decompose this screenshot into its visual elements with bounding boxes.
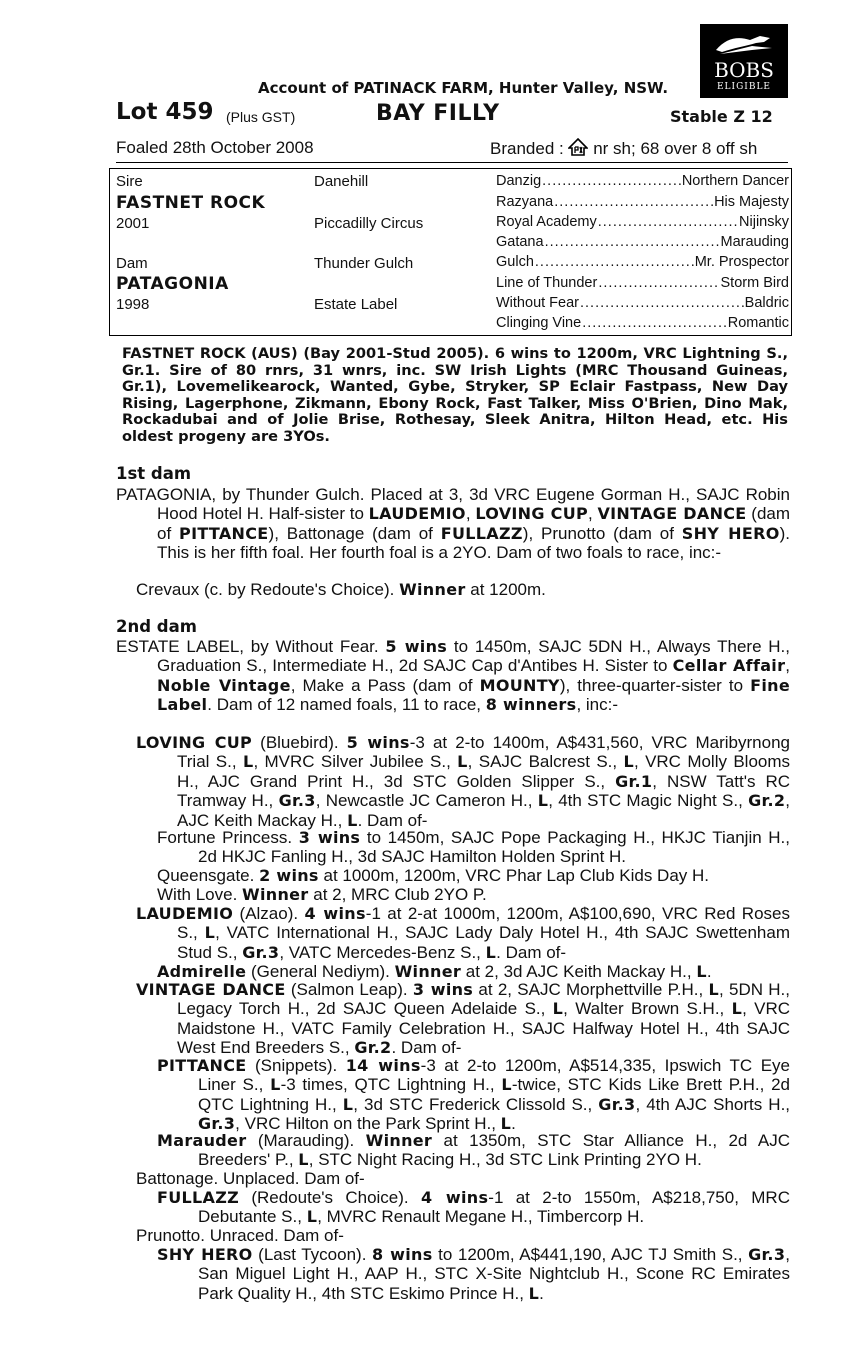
- progeny-laudemio: LAUDEMIO (Alzao). 4 wins-1 at 2-at 1000m, 1200m, A$100,690, VRC Red Roses S., L, VATC International H., SAJC Lady Daly Hotel H., 4th SAJC Swettenham Stud S., Gr.3, VATC Mercedes-Benz S., L. Dam of-: [136, 904, 790, 962]
- dam-year: 1998: [116, 296, 150, 313]
- progeny-loving-cup: LOVING CUP (Bluebird). 5 wins-3 at 2-to 1400m, A$431,560, VRC Maribyrnong Trial S., L, MVRC Silver Jubilee S., L, SAJC Balcrest S., L, VRC Molly Blooms H., AJC Grand Print H., 3d STC Golden Slipper S., Gr.1, NSW Tatt's RC Tramway H., Gr.3, Newcastle JC Cameron H., L, 4th STC Magic Night S., Gr.2, AJC Keith Mackay H., L. Dam of-: [136, 733, 791, 830]
- progeny-shy-hero: SHY HERO (Last Tycoon). 8 wins to 1200m, A$441,190, AJC TJ Smith S., Gr.3, San Miguel Light H., AAP H., STC X-Site Nightclub H., Scone RC Emirates Park Quality H., 4th STC Eskimo Prince H., L.: [157, 1245, 790, 1303]
- bobs-eligible-logo: [700, 24, 788, 98]
- progeny-vintage-dance: VINTAGE DANCE (Salmon Leap). 3 wins at 2, SAJC Morphettville P.H., L, 5DN H., Legacy Torch H., 2d SAJC Queen Adelaide S., L, Walter Brown S.H., L, VRC Maidstone H., VATC Family Celebration H., SAJC Halfway Hotel H., 4th SAJC West End Breeders S., Gr.2. Dam of-: [136, 980, 791, 1058]
- pedigree-row: Clinging Vine ..... Romantic: [496, 315, 789, 331]
- progeny-marauder: Marauder (Marauding). Winner at 1350m, STC Star Alliance H., 2d AJC Breeders' P., L, STC Night Racing H., 3d STC Link Printing 2YO H.: [157, 1131, 790, 1170]
- sire-sire: Danehill: [314, 173, 369, 190]
- pedigree-row: Danzig ..... Northern Dancer: [496, 173, 789, 189]
- logo-line2: ELIGIBLE: [716, 82, 771, 92]
- horse-logo-icon: [712, 30, 776, 58]
- progeny-prunotto: Prunotto. Unraced. Dam of-: [136, 1226, 344, 1245]
- pedigree-row: Gatana ..... Marauding: [496, 234, 789, 250]
- header-divider: [116, 162, 788, 163]
- dam-dam: Estate Label: [314, 296, 398, 313]
- progeny-admirelle: Admirelle (General Nediym). Winner at 2, 3d AJC Keith Mackay H., L.: [157, 962, 712, 981]
- plus-gst: (Plus GST): [226, 109, 296, 125]
- vendor-account: Account of PATINACK FARM, Hunter Valley, NSW.: [258, 79, 669, 97]
- sire-dam: Piccadilly Circus: [314, 215, 424, 232]
- sire-year: 2001: [116, 215, 150, 232]
- progeny-fullazz: FULLAZZ (Redoute's Choice). 4 wins-1 at 2-to 1550m, A$218,750, MRC Debutante S., L, MVRC Renault Megane H., Timbercorp H.: [157, 1188, 790, 1227]
- pedigree-table: [109, 168, 792, 336]
- foaled-date: Foaled 28th October 2008: [116, 138, 314, 157]
- progeny-pittance: PITTANCE (Snippets). 14 wins-3 at 2-to 1200m, A$514,335, Ipswich TC Eye Liner S., L-3 times, QTC Lightning H., L-twice, STC Kids Like Brett P.H., 2d QTC Lightning H., L, 3d STC Frederick Clissold S., Gr.3, 4th AJC Shorts H., Gr.3, VRC Hilton on the Park Sprint H., L.: [157, 1056, 791, 1134]
- brand-mark-icon: [568, 138, 588, 156]
- branded-text: nr sh; 68 over 8 off sh: [593, 139, 758, 158]
- progeny-battonage: Battonage. Unplaced. Dam of-: [136, 1169, 365, 1188]
- pedigree-row: Razyana ..... His Majesty: [496, 194, 789, 210]
- horse-sex-colour: BAY FILLY: [376, 101, 500, 126]
- logo-line1: BOBS: [714, 58, 774, 82]
- second-dam-heading: 2nd dam: [116, 617, 197, 636]
- branded-info: [490, 138, 757, 159]
- sire-name: FASTNET ROCK: [116, 193, 266, 213]
- dam-name: PATAGONIA: [116, 274, 229, 294]
- first-dam-text: PATAGONIA, by Thunder Gulch. Placed at 3, 3d VRC Eugene Gorman H., SAJC Robin Hood Hotel H. Half-sister to LAUDEMIO, LOVING CUP, VINTAGE DANCE (dam of PITTANCE), Battonage (dam of FULLAZZ), Prunotto (dam of SHY HERO). This is her fifth foal. Her fourth foal is a 2YO. Dam of two foals to race, inc:-: [116, 485, 791, 563]
- sire-summary: FASTNET ROCK (AUS) (Bay 2001-Stud 2005). 6 wins to 1200m, VRC Lightning S., Gr.1. Sire of 80 rnrs, 31 wnrs, inc. SW Irish Lights (MRC Thousand Guineas, Gr.1), Lovemelikearock, Wanted, Gybe, Stryker, SP Eclair Fastpass, New Day Rising, Lagerphone, Zikmann, Ebony Rock, Fast Talker, Miss O'Brien, Dino Mak, Rockadubai and of Jolie Brise, Rothesay, Sleek Anitra, Hilton Head, etc. His oldest progeny are 3YOs.: [122, 345, 788, 445]
- progeny-queensgate: Queensgate. 2 wins at 1000m, 1200m, VRC Phar Lap Club Kids Day H.: [157, 866, 710, 885]
- branded-label: Branded :: [490, 139, 564, 158]
- lot-number: Lot 459: [116, 99, 214, 125]
- pedigree-row: Gulch ..... Mr. Prospector: [496, 254, 789, 270]
- sire-label: Sire: [116, 173, 143, 190]
- progeny-with-love: With Love. Winner at 2, MRC Club 2YO P.: [157, 885, 487, 904]
- first-dam-progeny: Crevaux (c. by Redoute's Choice). Winner at 1200m.: [136, 580, 546, 599]
- progeny-fortune-princess: Fortune Princess. 3 wins to 1450m, SAJC Pope Packaging H., HKJC Tianjin H., 2d HKJC Fanling H., 3d SAJC Hamilton Holden Sprint H.: [157, 828, 790, 867]
- dam-label: Dam: [116, 255, 148, 272]
- second-dam-text: ESTATE LABEL, by Without Fear. 5 wins to 1450m, SAJC 5DN H., Always There H., Graduation S., Intermediate H., 2d SAJC Cap d'Antibes H. Sister to Cellar Affair, Noble Vintage, Make a Pass (dam of MOUNTY), three-quarter-sister to Fine Label. Dam of 12 named foals, 11 to race, 8 winners, inc:-: [116, 637, 791, 715]
- dam-sire: Thunder Gulch: [314, 255, 414, 272]
- pedigree-row: Without Fear ..... Baldric: [496, 295, 789, 311]
- pedigree-row: Royal Academy ..... Nijinsky: [496, 214, 789, 230]
- first-dam-heading: 1st dam: [116, 464, 192, 483]
- pedigree-row: Line of Thunder ..... Storm Bird: [496, 275, 789, 291]
- stable-location: Stable Z 12: [670, 107, 773, 126]
